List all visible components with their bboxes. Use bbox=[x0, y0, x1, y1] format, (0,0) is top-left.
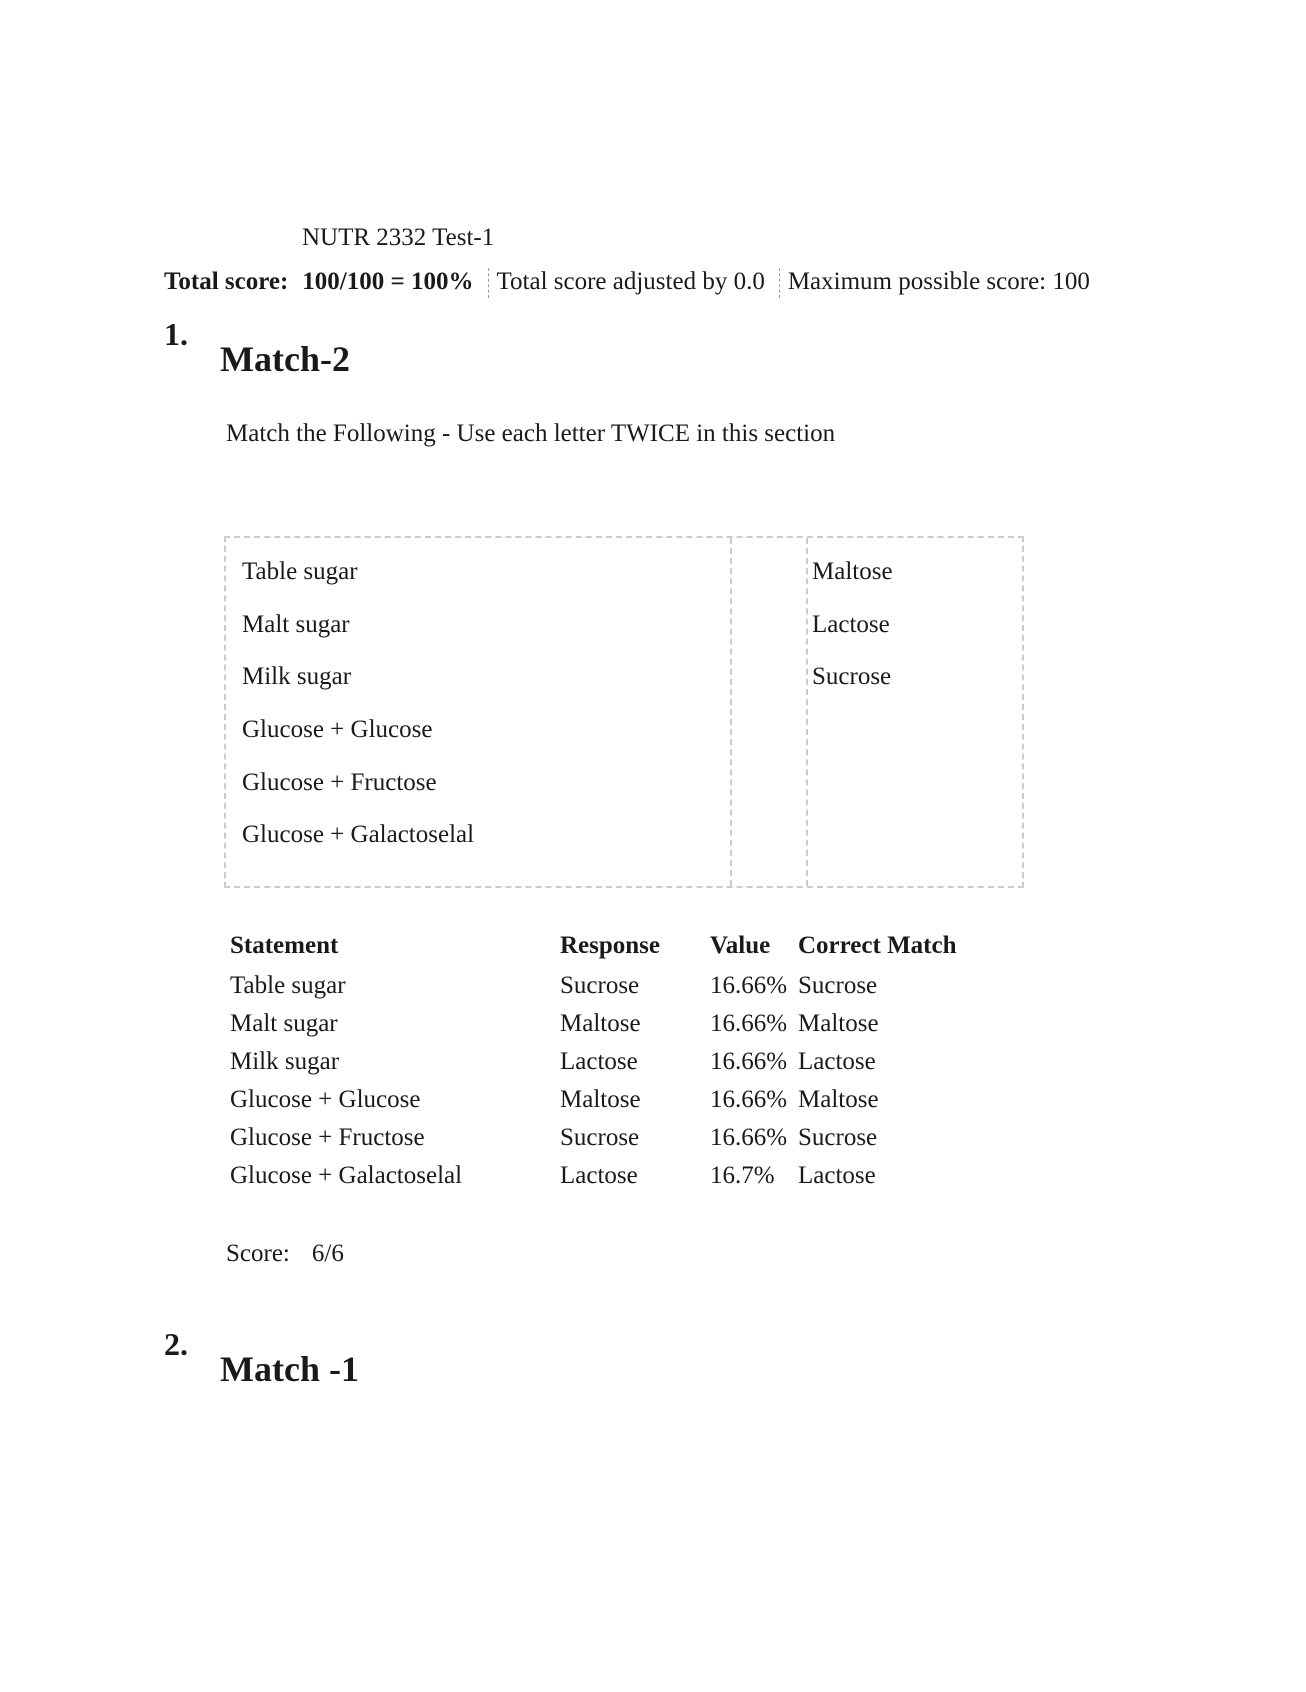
table-cell: Sucrose bbox=[560, 1124, 640, 1151]
question-number: 2. bbox=[164, 1326, 188, 1362]
score-value: 6/6 bbox=[311, 1240, 344, 1267]
statement-item: Table sugar bbox=[242, 558, 358, 585]
table-cell: Sucrose bbox=[798, 972, 878, 999]
statement-item: Glucose + Glucose bbox=[242, 716, 433, 743]
statement-item: Glucose + Fructose bbox=[242, 769, 437, 796]
match-box bbox=[224, 536, 1024, 888]
choice-item: Maltose bbox=[812, 558, 893, 585]
question-title: Match -1 bbox=[220, 1349, 359, 1389]
statement-item: Glucose + Galactoselal bbox=[242, 821, 475, 848]
adjusted-score: Total score adjusted by 0.0 bbox=[496, 268, 765, 295]
maximum-score: Maximum possible score: 100 bbox=[787, 268, 1090, 295]
statement-item: Milk sugar bbox=[242, 663, 352, 690]
divider bbox=[779, 268, 780, 298]
total-score-label: Total score: bbox=[164, 268, 289, 295]
question-number: 1. bbox=[164, 316, 188, 352]
table-cell: Maltose bbox=[798, 1086, 879, 1113]
table-cell: Glucose + Glucose bbox=[230, 1086, 421, 1113]
choice-item: Lactose bbox=[812, 611, 890, 638]
table-cell: Malt sugar bbox=[230, 1010, 338, 1037]
table-cell: Table sugar bbox=[230, 972, 346, 999]
table-cell: Sucrose bbox=[798, 1124, 878, 1151]
table-cell: 16.66% bbox=[710, 1086, 788, 1113]
table-cell: Lactose bbox=[798, 1162, 876, 1189]
column-header-response: Response bbox=[560, 932, 661, 959]
table-cell: Lactose bbox=[560, 1048, 638, 1075]
divider bbox=[806, 538, 808, 886]
table-cell: Maltose bbox=[560, 1010, 641, 1037]
table-cell: Lactose bbox=[798, 1048, 876, 1075]
table-cell: Lactose bbox=[560, 1162, 638, 1189]
column-header-correct-match: Correct Match bbox=[798, 932, 957, 959]
table-cell: 16.66% bbox=[710, 1124, 788, 1151]
question-score bbox=[226, 1240, 344, 1268]
table-cell: Maltose bbox=[798, 1010, 879, 1037]
table-cell: 16.66% bbox=[710, 1010, 788, 1037]
question-instructions: Match the Following - Use each letter TWICE in this section bbox=[226, 420, 836, 447]
table-cell: 16.66% bbox=[710, 1048, 788, 1075]
choice-item: Sucrose bbox=[812, 663, 892, 690]
score-label: Score: bbox=[226, 1240, 290, 1267]
divider bbox=[730, 538, 732, 886]
table-cell: Maltose bbox=[560, 1086, 641, 1113]
question-title: Match-2 bbox=[220, 339, 350, 379]
table-cell: Sucrose bbox=[560, 972, 640, 999]
column-header-value: Value bbox=[710, 932, 771, 959]
divider bbox=[488, 268, 489, 298]
table-cell: Glucose + Fructose bbox=[230, 1124, 425, 1151]
score-summary bbox=[164, 268, 1090, 298]
table-cell: Glucose + Galactoselal bbox=[230, 1162, 463, 1189]
table-cell: 16.66% bbox=[710, 972, 788, 999]
table-cell: Milk sugar bbox=[230, 1048, 340, 1075]
column-header-statement: Statement bbox=[230, 932, 339, 959]
statement-item: Malt sugar bbox=[242, 611, 350, 638]
total-score-value: 100/100 = 100% bbox=[302, 268, 474, 295]
test-title: NUTR 2332 Test-1 bbox=[302, 224, 495, 251]
table-cell: 16.7% bbox=[710, 1162, 775, 1189]
